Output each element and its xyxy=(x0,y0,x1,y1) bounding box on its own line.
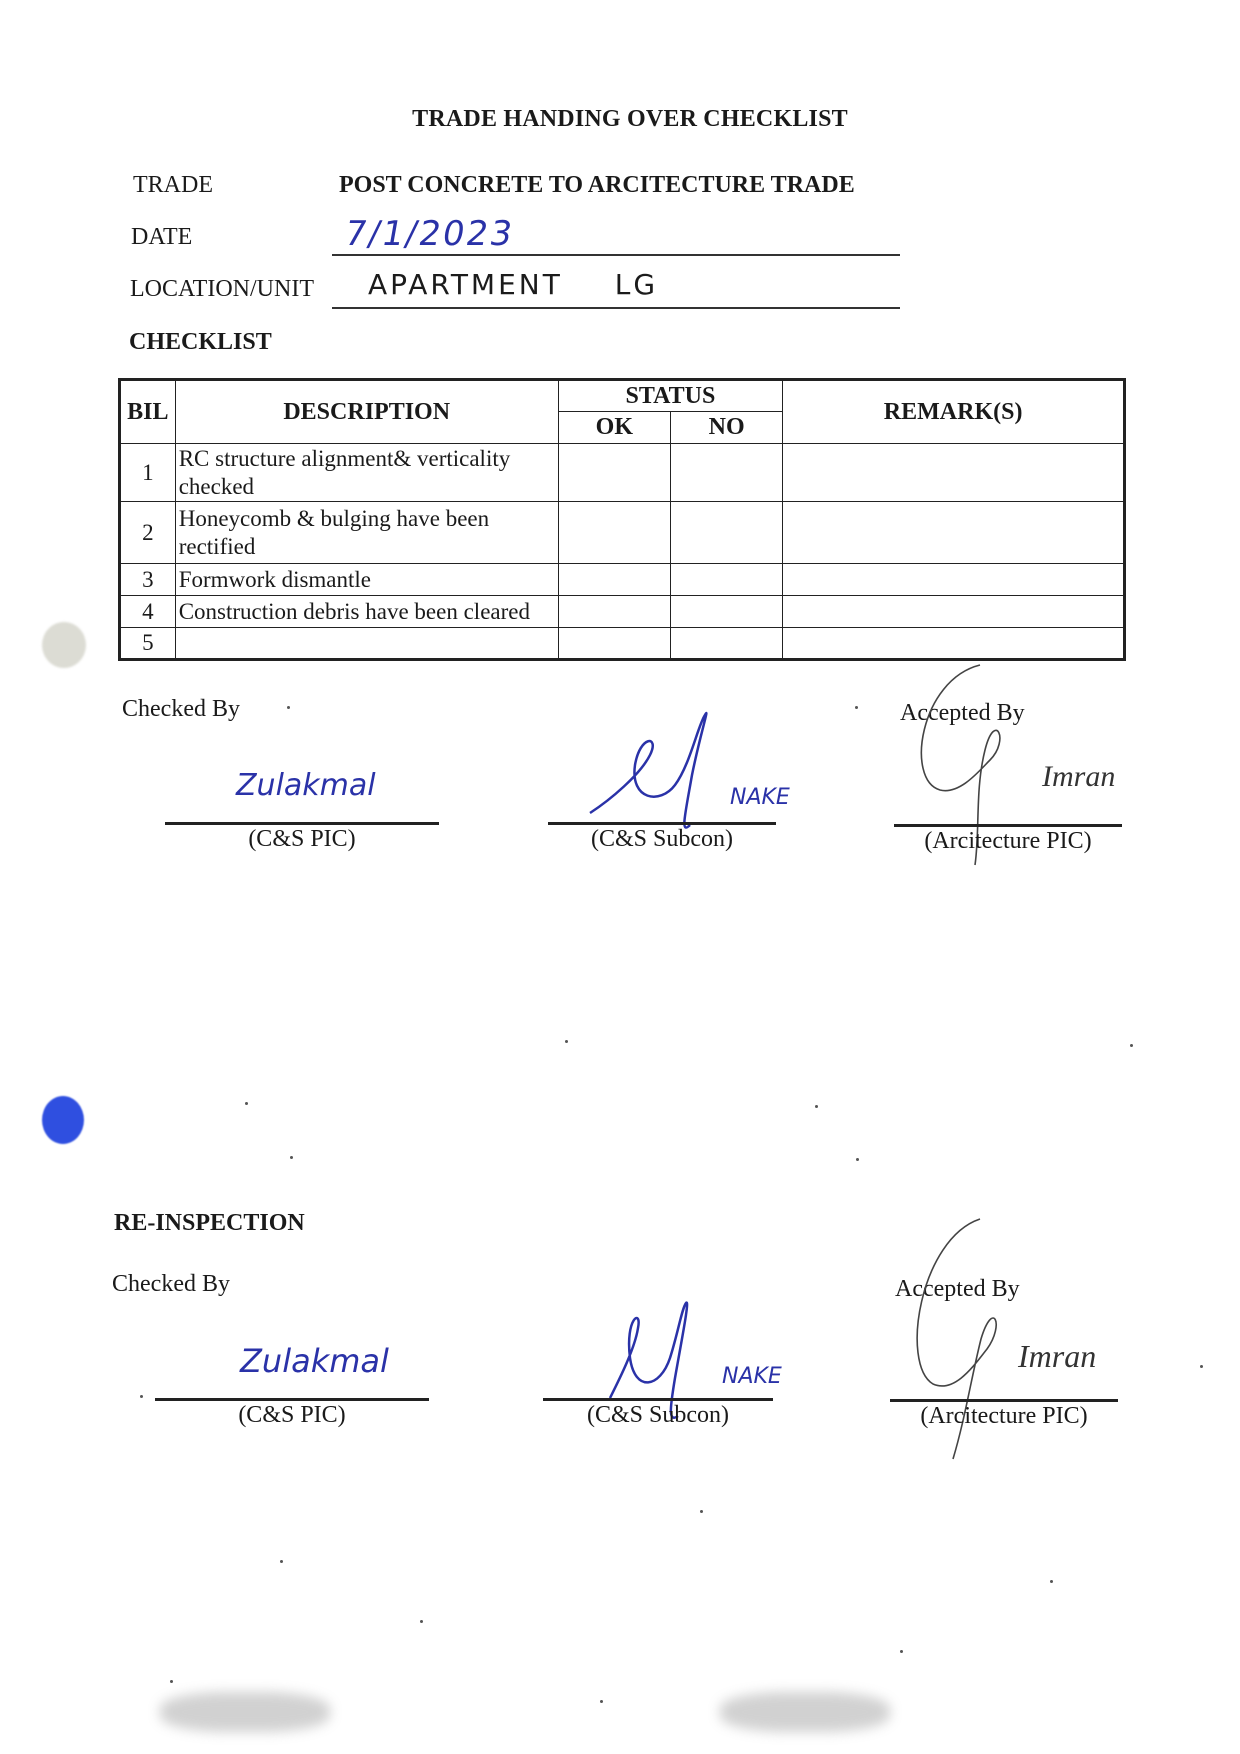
re-checked-by-label: Checked By xyxy=(112,1271,230,1297)
scan-speck xyxy=(700,1510,703,1513)
checklist-table xyxy=(118,378,1126,661)
document-title: TRADE HANDING OVER CHECKLIST xyxy=(412,106,848,132)
scan-speck xyxy=(420,1620,423,1623)
date-value[interactable]: 7/1/2023 xyxy=(341,214,518,254)
row-remark-cell[interactable] xyxy=(783,444,1125,502)
arch-signature-line xyxy=(894,824,1122,827)
scan-speck xyxy=(1130,1044,1133,1047)
scan-speck xyxy=(280,1560,283,1563)
header-no: NO xyxy=(670,412,782,444)
subcon-caption: (C&S Subcon) xyxy=(590,826,733,852)
scan-speck xyxy=(1200,1365,1203,1368)
accepted-by-label: Accepted By xyxy=(900,700,1025,726)
paper-smudge xyxy=(42,622,86,668)
table-row xyxy=(120,596,1125,628)
re-accepted-by-label: Accepted By xyxy=(895,1276,1020,1302)
scan-speck xyxy=(290,1156,293,1159)
table-row xyxy=(120,444,1125,502)
scan-smudge xyxy=(720,1692,890,1732)
reinspection-heading: RE-INSPECTION xyxy=(114,1210,305,1236)
scan-speck xyxy=(245,1102,248,1105)
header-status: STATUS xyxy=(558,380,783,412)
row-ok-cell[interactable] xyxy=(558,444,670,502)
checked-by-label: Checked By xyxy=(122,696,240,722)
scan-speck xyxy=(565,1040,568,1043)
row-remark-cell[interactable] xyxy=(783,564,1125,596)
arch-caption: (Arcitecture PIC) xyxy=(924,828,1092,854)
row-remark-cell[interactable] xyxy=(783,502,1125,564)
scan-speck xyxy=(1050,1580,1053,1583)
row-description xyxy=(175,444,558,502)
cs-pic-signature: Zulakmal xyxy=(236,768,376,803)
row-number: 3 xyxy=(120,564,176,596)
row-ok-cell[interactable] xyxy=(558,564,670,596)
checklist-heading: CHECKLIST xyxy=(129,329,272,355)
row-remark-cell[interactable] xyxy=(783,628,1125,660)
subcon-signature-line xyxy=(548,822,776,825)
row-number: 5 xyxy=(120,628,176,660)
subcon-signature: NAKE xyxy=(730,785,790,810)
header-description: DESCRIPTION xyxy=(175,380,558,444)
scan-speck xyxy=(140,1395,143,1398)
table-row xyxy=(120,502,1125,564)
re-cs-pic-caption: (C&S PIC) xyxy=(238,1402,346,1428)
row-description-line: checked xyxy=(178,473,255,499)
row-no-cell[interactable] xyxy=(670,564,782,596)
scan-smudge xyxy=(160,1692,330,1732)
row-number: 2 xyxy=(120,502,176,564)
row-no-cell[interactable] xyxy=(670,502,782,564)
scan-speck xyxy=(855,706,858,709)
ink-blot xyxy=(42,1096,84,1144)
location-underline xyxy=(332,305,900,309)
row-number: 1 xyxy=(120,444,176,502)
table-row xyxy=(120,564,1125,596)
row-no-cell[interactable] xyxy=(670,444,782,502)
row-description xyxy=(175,502,558,564)
row-no-cell[interactable] xyxy=(670,628,782,660)
table-header-row xyxy=(120,380,1125,412)
scan-speck xyxy=(815,1105,818,1108)
row-number: 4 xyxy=(120,596,176,628)
row-remark-cell[interactable] xyxy=(783,596,1125,628)
row-description xyxy=(175,628,558,660)
arch-signature: Imran xyxy=(1042,760,1116,793)
row-no-cell[interactable] xyxy=(670,596,782,628)
trade-label: TRADE xyxy=(133,172,213,198)
location-value[interactable]: APARTMENT LG xyxy=(368,268,659,301)
scan-speck xyxy=(600,1700,603,1703)
scan-speck xyxy=(856,1158,859,1161)
re-subcon-signature-line xyxy=(543,1398,773,1401)
re-arch-signature-line xyxy=(890,1399,1118,1402)
header-ok: OK xyxy=(558,412,670,444)
table-row xyxy=(120,628,1125,660)
trade-value: POST CONCRETE TO ARCITECTURE TRADE xyxy=(339,172,855,198)
row-description-line: RC structure alignment& verticality xyxy=(178,445,511,471)
row-description: Formwork dismantle xyxy=(175,564,558,596)
scan-speck xyxy=(900,1650,903,1653)
header-bil: BIL xyxy=(120,380,176,444)
re-arch-caption: (Arcitecture PIC) xyxy=(920,1403,1088,1429)
scan-speck xyxy=(170,1680,173,1683)
date-label: DATE xyxy=(131,224,193,250)
row-description: Construction debris have been cleared xyxy=(175,596,558,628)
scan-speck xyxy=(287,706,290,709)
row-ok-cell[interactable] xyxy=(558,502,670,564)
location-label: LOCATION/UNIT xyxy=(130,276,314,302)
re-subcon-caption: (C&S Subcon) xyxy=(586,1402,729,1428)
re-subcon-signature: NAKE xyxy=(722,1364,782,1389)
row-ok-cell[interactable] xyxy=(558,628,670,660)
row-description-line: rectified xyxy=(178,533,256,559)
re-cs-pic-signature-line xyxy=(155,1398,429,1401)
row-ok-cell[interactable] xyxy=(558,596,670,628)
cs-pic-caption: (C&S PIC) xyxy=(248,826,356,852)
re-cs-pic-signature: Zulakmal xyxy=(240,1342,389,1380)
cs-pic-signature-line xyxy=(165,822,439,825)
row-description-line: Honeycomb & bulging have been xyxy=(178,505,490,531)
header-remarks: REMARK(S) xyxy=(783,380,1125,444)
re-arch-signature: Imran xyxy=(1018,1338,1097,1374)
